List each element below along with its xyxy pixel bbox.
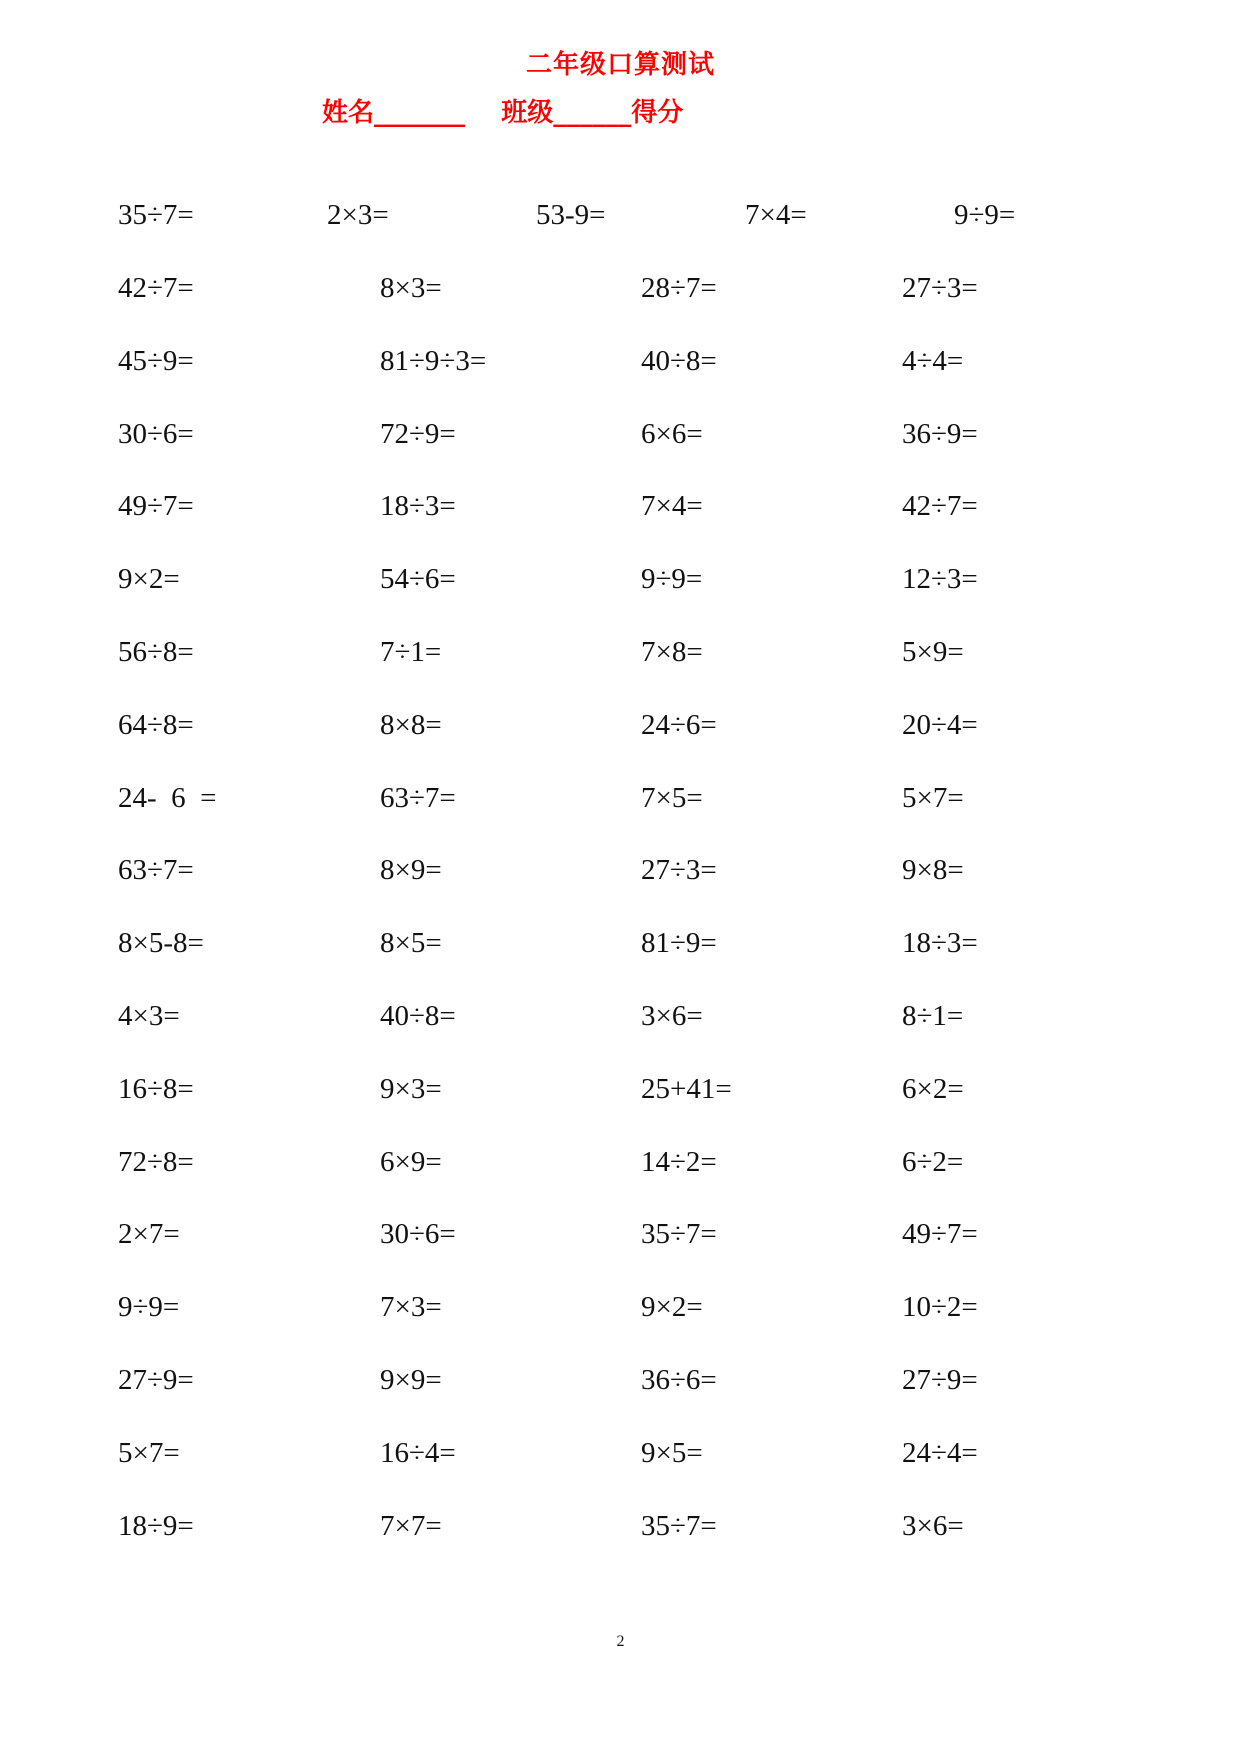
problem-cell: 5×7= [118,1436,180,1469]
score-label: 得分 [631,98,684,128]
problem-cell: 10÷2= [902,1291,978,1324]
page-title [0,44,1241,81]
problem-cell: 6×9= [380,1145,442,1178]
problem-cell: 2×7= [118,1218,180,1251]
problem-cell: 7×4= [641,490,703,523]
problem-cell: 7×8= [641,636,703,668]
problem-row [0,1142,1241,1182]
problem-cell: 64÷8= [118,708,194,741]
problem-row [0,632,1241,672]
problem-cell: 24- 6 = [118,781,217,814]
problem-row [0,1506,1241,1546]
problem-cell: 5×9= [902,636,964,668]
problem-cell: 9×8= [902,854,964,887]
problem-row [0,341,1241,381]
problem-cell: 27÷9= [902,1364,978,1396]
problem-cell: 63÷7= [118,854,194,887]
problem-cell: 81÷9÷3= [380,344,487,377]
problem-cell: 3×6= [902,1509,964,1542]
problem-cell: 9÷9= [118,1291,180,1324]
problem-cell: 7×4= [745,199,807,231]
problem-cell: 40÷8= [641,344,717,377]
problem-row [0,1433,1241,1473]
page-number: 2 [616,1633,625,1650]
problem-cell: 6÷2= [902,1145,964,1178]
problem-cell: 3×6= [641,1000,703,1032]
problem-cell: 9÷9= [954,199,1016,231]
problem-cell: 9×2= [118,563,180,596]
problem-cell: 49÷7= [902,1218,978,1251]
problem-row [0,996,1241,1036]
problem-cell: 18÷3= [902,927,978,960]
problem-cell: 9×2= [641,1291,703,1324]
problem-cell: 30÷6= [118,417,194,450]
problem-row [0,559,1241,599]
class-blank: ______ [553,98,632,128]
name-blank: _______ [374,98,466,128]
problem-cell: 7×5= [641,781,703,814]
problem-cell: 9×9= [380,1364,442,1396]
problem-cell: 18÷3= [380,490,456,523]
problem-cell: 72÷8= [118,1145,194,1178]
problem-cell: 9÷9= [641,563,703,596]
problem-cell: 35÷7= [641,1509,717,1542]
problem-cell: 12÷3= [902,563,978,596]
problem-cell: 24÷6= [641,708,717,741]
problem-cell: 4÷4= [902,344,964,377]
problem-row [0,1360,1241,1400]
student-info-line [322,92,683,129]
problem-cell: 7×7= [380,1509,442,1542]
problem-cell: 81÷9= [641,927,717,960]
problem-cell: 36÷6= [641,1364,717,1396]
title-text: 二年级口算测试 [525,50,715,80]
problem-cell: 24÷4= [902,1436,978,1469]
problem-cell: 30÷6= [380,1218,456,1251]
problem-cell: 14÷2= [641,1145,717,1178]
problem-cell: 8×5= [380,927,442,960]
problem-cell: 36÷9= [902,417,978,450]
problem-cell: 49÷7= [118,490,194,523]
problem-cell: 35÷7= [641,1218,717,1251]
problem-cell: 18÷9= [118,1509,194,1542]
problem-cell: 53-9= [536,199,606,231]
problem-cell: 27÷9= [118,1364,194,1396]
problem-cell: 8×3= [380,272,442,304]
problem-row [0,705,1241,745]
problem-cell: 28÷7= [641,272,717,304]
class-label: 班级 [501,98,554,128]
problem-cell: 7×3= [380,1291,442,1324]
problem-cell: 16÷4= [380,1436,456,1469]
problem-cell: 35÷7= [118,199,194,231]
problem-cell: 8÷1= [902,1000,964,1032]
problem-cell: 63÷7= [380,781,456,814]
problem-cell: 8×9= [380,854,442,887]
problem-cell: 56÷8= [118,636,194,668]
problem-cell: 9×5= [641,1436,703,1469]
problem-row [0,1214,1241,1254]
problem-cell: 20÷4= [902,708,978,741]
problem-cell: 16÷8= [118,1072,194,1105]
problem-cell: 25+41= [641,1072,732,1105]
problem-row [0,1069,1241,1109]
problem-cell: 6×2= [902,1072,964,1105]
name-label: 姓名 [322,98,375,128]
problem-cell: 7÷1= [380,636,442,668]
problem-cell: 2×3= [327,199,389,231]
problem-cell: 27÷3= [641,854,717,887]
problem-cell: 5×7= [902,781,964,814]
problem-row [0,778,1241,818]
problem-cell: 40÷8= [380,1000,456,1032]
problem-cell: 27÷3= [902,272,978,304]
problem-cell: 42÷7= [902,490,978,523]
problem-row [0,850,1241,890]
problem-cell: 9×3= [380,1072,442,1105]
problem-row [0,923,1241,963]
problem-cell: 4×3= [118,1000,180,1032]
problem-row [0,414,1241,454]
problem-cell: 54÷6= [380,563,456,596]
problem-cell: 8×5-8= [118,927,204,960]
problem-row [0,486,1241,526]
problem-cell: 42÷7= [118,272,194,304]
problem-row [0,268,1241,308]
problem-cell: 6×6= [641,417,703,450]
problem-cell: 72÷9= [380,417,456,450]
problem-cell: 8×8= [380,708,442,741]
problem-row-first [0,195,1241,235]
problem-cell: 45÷9= [118,344,194,377]
problem-row [0,1287,1241,1327]
